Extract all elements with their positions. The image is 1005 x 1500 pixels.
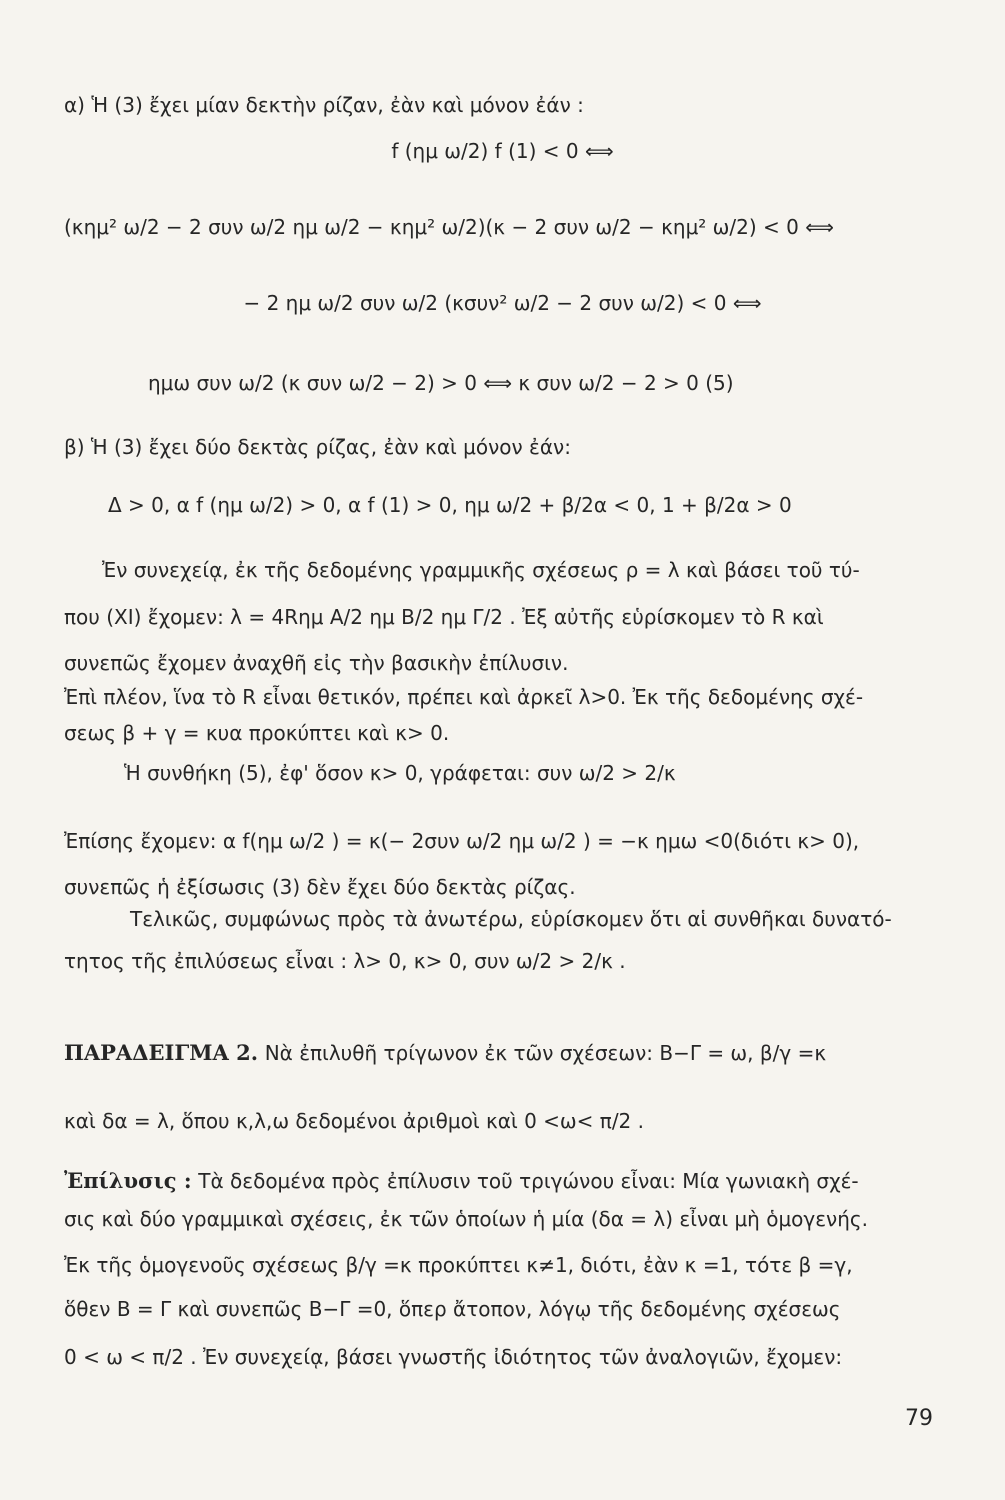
paragraph-line: Ἡ συνθήκη (5), ἐφ' ὅσον κ> 0, γράφεται: συν ω/2 > 2/κ [124,761,676,785]
paragraph-line: που (ΧΙ) ἔχομεν: λ = 4Rημ A/2 ημ B/2 ημ Γ/2 . Ἐξ αὐτῆς εὑρίσκομεν τὸ R καὶ [64,605,824,629]
paragraph-line: 0 < ω < π/2 . Ἐν συνεχείᾳ, βάσει γνωστῆς ἰδιότητος τῶν ἀναλογιῶν, ἔχομεν: [64,1345,843,1369]
example-heading: ΠΑΡΑΔΕΙΓΜΑ 2. [64,1040,259,1065]
section-b-intro: β) Ἡ (3) ἔχει δύο δεκτὰς ρίζας, ἐὰν καὶ μόνον ἐάν: [64,435,571,459]
paragraph-line: σεως β + γ = κυα προκύπτει καὶ κ> 0. [64,721,450,745]
paragraph-line: Ἐκ τῆς ὁμογενοῦς σχέσεως β/γ =κ προκύπτει κ≠1, διότι, ἐὰν κ =1, τότε β =γ, [64,1253,853,1277]
equation-a1: f (ημ ω/2) f (1) < 0 ⟺ [391,139,614,163]
paragraph-line: τητος τῆς ἐπιλύσεως εἶναι : λ> 0, κ> 0, συν ω/2 > 2/κ . [64,949,626,973]
example-statement: Νὰ ἐπιλυθῆ τρίγωνον ἐκ τῶν σχέσεων: Β−Γ = ω, β/γ =κ [264,1041,827,1065]
paragraph-line: καὶ δα = λ, ὅπου κ,λ,ω δεδομένοι ἀριθμοὶ καὶ 0 <ω< π/2 . [64,1109,644,1133]
section-a-intro: α) Ἡ (3) ἔχει μίαν δεκτὴν ρίζαν, ἐὰν καὶ μόνον ἐάν : [64,93,584,117]
equation-b1: Δ > 0, α f (ημ ω/2) > 0, α f (1) > 0, ημ ω/2 + β/2α < 0, 1 + β/2α > 0 [108,493,792,517]
paragraph-line: συνεπῶς ἔχομεν ἀναχθῆ εἰς τὴν βασικὴν ἐπίλυσιν. [64,651,569,675]
solution-heading: Ἐπίλυσις : [64,1168,192,1193]
paragraph-line: Ἐπὶ πλέον, ἵνα τὸ R εἶναι θετικόν, πρέπει καὶ ἀρκεῖ λ>0. Ἐκ τῆς δεδομένης σχέ- [64,685,864,709]
paragraph-line: Τελικῶς, συμφώνως πρὸς τὰ ἀνωτέρω, εὑρίσκομεν ὅτι αἱ συνθῆκαι δυνατό- [130,907,892,931]
paragraph-line: σις καὶ δύο γραμμικαὶ σχέσεις, ἐκ τῶν ὁποίων ἡ μία (δα = λ) εἶναι μὴ ὁμογενής. [64,1207,869,1231]
paragraph-line: Ἐπίσης ἔχομεν: α f(ημ ω/2 ) = κ(− 2συν ω/2 ημ ω/2 ) = −κ ημω <0(διότι κ> 0), [64,829,860,853]
equation-a3: − 2 ημ ω/2 συν ω/2 (κσυν² ω/2 − 2 συν ω/2) < 0 ⟺ [243,291,762,315]
page-number: 79 [905,1406,933,1431]
equation-a4: ημω συν ω/2 (κ συν ω/2 − 2) > 0 ⟺ κ συν ω/2 − 2 > 0 (5) [148,371,734,395]
paragraph-line: Ἐν συνεχείᾳ, ἐκ τῆς δεδομένης γραμμικῆς σχέσεως ρ = λ καὶ βάσει τοῦ τύ- [102,558,860,582]
equation-a2: (κημ² ω/2 − 2 συν ω/2 ημ ω/2 − κημ² ω/2)(κ − 2 συν ω/2 − κημ² ω/2) < 0 ⟺ [64,215,834,239]
paragraph-line: συνεπῶς ἡ ἐξίσωσις (3) δὲν ἔχει δύο δεκτὰς ρίζας. [64,875,576,899]
solution-text: Τὰ δεδομένα πρὸς ἐπίλυσιν τοῦ τριγώνου εἶναι: Μία γωνιακὴ σχέ- [198,1169,859,1193]
solution-block [64,1168,859,1194]
example-block [64,1040,826,1066]
paragraph-line: ὅθεν Β = Γ καὶ συνεπῶς Β−Γ =0, ὅπερ ἄτοπον, λόγῳ τῆς δεδομένης σχέσεως [64,1297,841,1321]
